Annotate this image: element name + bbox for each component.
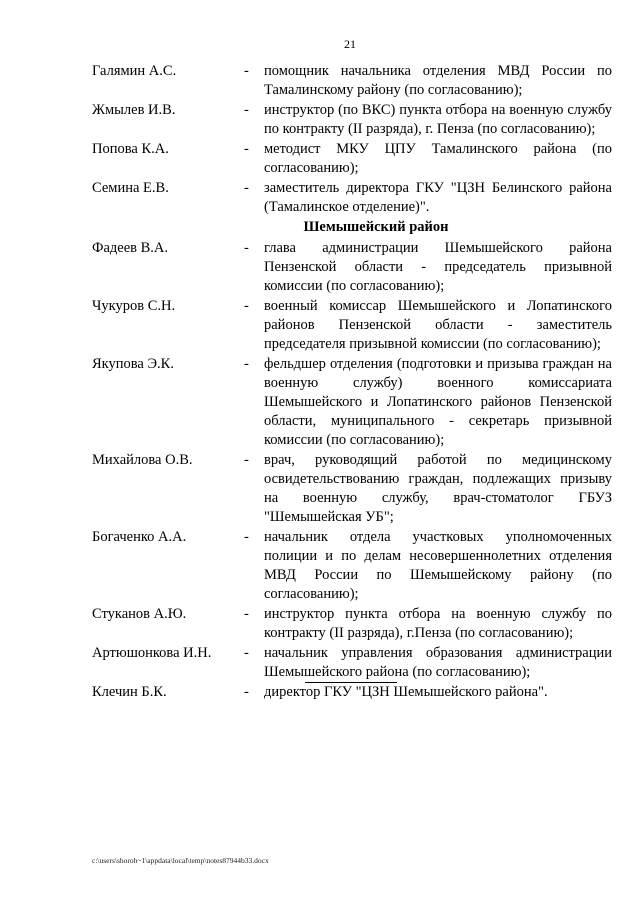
member-name: Артюшонкова И.Н. <box>92 645 212 661</box>
member-entry <box>92 297 612 354</box>
dash-separator: - <box>244 606 249 622</box>
dash-separator: - <box>244 356 249 372</box>
member-name: Богаченко А.А. <box>92 529 187 545</box>
page-number: 21 <box>344 37 356 51</box>
member-position: военный комиссар Шемышейского и Лопатинского районов Пензенской области - заместитель председателя призывной комиссии (по согласованию); <box>264 298 612 352</box>
member-position: инструктор пункта отбора на военную службу по контракту (II разряда), г.Пенза (по согласованию); <box>264 606 612 641</box>
member-position: методист МКУ ЦПУ Тамалинского района (по согласованию); <box>264 141 612 176</box>
member-position: директор ГКУ "ЦЗН Шемышейского района". <box>264 684 548 700</box>
member-name: Чукуров С.Н. <box>92 298 176 314</box>
member-name: Якупова Э.К. <box>92 356 174 372</box>
footer-file-path: c:\users\shoroh~1\appdata\local\temp\notes87944b33.docx <box>92 856 269 865</box>
dash-separator: - <box>244 141 249 157</box>
dash-separator: - <box>244 180 249 196</box>
member-entry <box>92 528 612 604</box>
section-heading: Шемышейский район <box>303 219 449 235</box>
dash-separator: - <box>244 684 249 700</box>
member-name: Стуканов А.Ю. <box>92 606 187 622</box>
commission-member-list <box>92 62 612 703</box>
member-name: Попова К.А. <box>92 141 169 157</box>
member-name: Семина Е.В. <box>92 180 169 196</box>
member-position: фельдшер отделения (подготовки и призыва граждан на военную службу) военного комиссариата Шемышейского и Лопатинского районов Пензенской области, муниципального - секретарь призывной комиссии (по согласованию); <box>264 356 612 448</box>
member-entry <box>92 644 612 682</box>
member-entry <box>92 62 612 100</box>
member-position: начальник отдела участковых уполномоченных полиции и по делам несовершеннолетних отделения МВД России по Шемышейскому району (по согласованию); <box>264 529 612 602</box>
member-position: инструктор (по ВКС) пункта отбора на военную службу по контракту (II разряда), г. Пенза (по согласованию); <box>264 102 612 137</box>
member-entry <box>92 451 612 527</box>
dash-separator: - <box>244 240 249 256</box>
member-position: глава администрации Шемышейского района Пензенской области - председатель призывной комиссии (по согласованию); <box>264 240 612 294</box>
dash-separator: - <box>244 645 249 661</box>
member-entry <box>92 605 612 643</box>
dash-separator: - <box>244 298 249 314</box>
member-position: заместитель директора ГКУ "ЦЗН Белинского района (Тамалинское отделение)". <box>264 180 612 215</box>
member-entry <box>92 683 612 702</box>
member-position: врач, руководящий работой по медицинскому освидетельствованию граждан, подлежащих призыву на военную службу, врач-стоматолог ГБУЗ "Шемышейская УБ"; <box>264 452 612 525</box>
member-entry <box>92 355 612 450</box>
dash-separator: - <box>244 452 249 468</box>
member-entry <box>92 179 612 217</box>
member-name: Фадеев В.А. <box>92 240 169 256</box>
member-name: Жмылев И.В. <box>92 102 176 118</box>
dash-separator: - <box>244 529 249 545</box>
member-position: начальник управления образования администрации Шемышейского района (по согласованию); <box>264 645 612 680</box>
closing-divider <box>305 682 397 683</box>
member-entry <box>92 140 612 178</box>
member-entry <box>92 239 612 296</box>
member-position: помощник начальника отделения МВД России по Тамалинскому району (по согласованию); <box>264 63 612 98</box>
dash-separator: - <box>244 63 249 79</box>
member-name: Клечин Б.К. <box>92 684 167 700</box>
dash-separator: - <box>244 102 249 118</box>
member-name: Михайлова О.В. <box>92 452 193 468</box>
member-name: Галямин А.С. <box>92 63 177 79</box>
member-entry <box>92 101 612 139</box>
